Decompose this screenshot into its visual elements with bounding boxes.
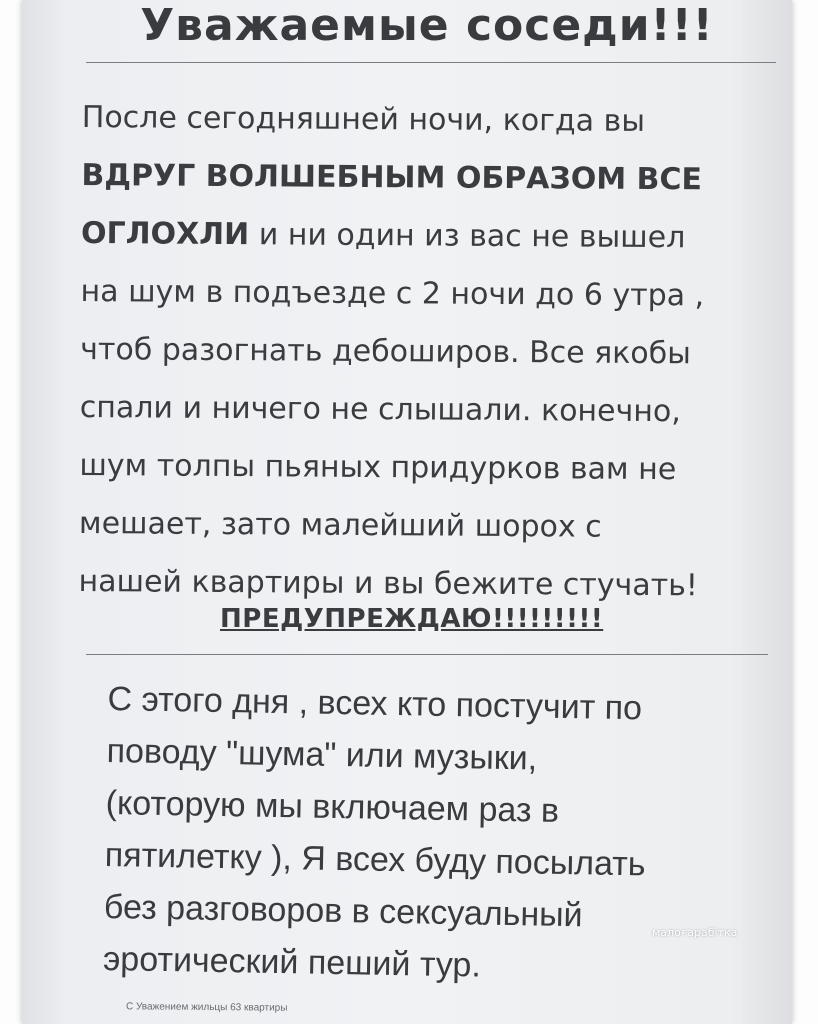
paragraph-line: поводу "шума" или музыки,: [106, 731, 538, 778]
paragraph-line: С этого дня , всех кто постучит по: [107, 679, 643, 728]
watermark-text: малоғарабітка: [652, 926, 738, 939]
title-divider: [86, 62, 776, 63]
second-paragraph: [103, 674, 768, 997]
paragraph-line: пятилетку ), Я всех буду посылать: [104, 835, 646, 884]
paragraph-line: спали и ничего не слышали. конечно,: [79, 389, 681, 430]
first-paragraph: [78, 94, 782, 621]
paragraph-line: нашей квартиры и вы бежите стучать!: [78, 563, 699, 604]
paragraph-line: (которую мы включаем раз в: [105, 783, 560, 830]
signature-line: С Уважением жильцы 63 квартиры: [125, 1001, 288, 1014]
warning-heading: ПРЕДУПРЕЖДАЮ!!!!!!!!!: [220, 604, 604, 634]
notice-title: Уважаемые соседи!!!: [140, 0, 714, 51]
section-divider: [86, 654, 768, 655]
paragraph-line: эротический пеший тур.: [102, 939, 482, 985]
bold-phrase: ОГЛОХЛИ: [80, 215, 250, 253]
paragraph-line: [81, 210, 781, 273]
notice-paper: [22, 0, 792, 1024]
paragraph-line: мешает, зато малейший шорох с: [78, 505, 602, 545]
paragraph-line: без разговоров в сексуальный: [103, 887, 583, 935]
paragraph-line: После сегодняшней ночи, когда вы: [81, 99, 646, 139]
paragraph-line: на шум в подъезде с 2 ночи до 6 утра ,: [80, 273, 705, 314]
line-continuation: и ни один из вас не вышел: [249, 217, 686, 256]
paragraph-line: шум толпы пьяных придурков вам не: [79, 447, 677, 488]
paragraph-line-bold: ВДРУГ ВОЛШЕБНЫМ ОБРАЗОМ ВСЕ: [81, 157, 703, 198]
paragraph-line: чтоб разогнать дебоширов. Все якобы: [80, 331, 692, 372]
